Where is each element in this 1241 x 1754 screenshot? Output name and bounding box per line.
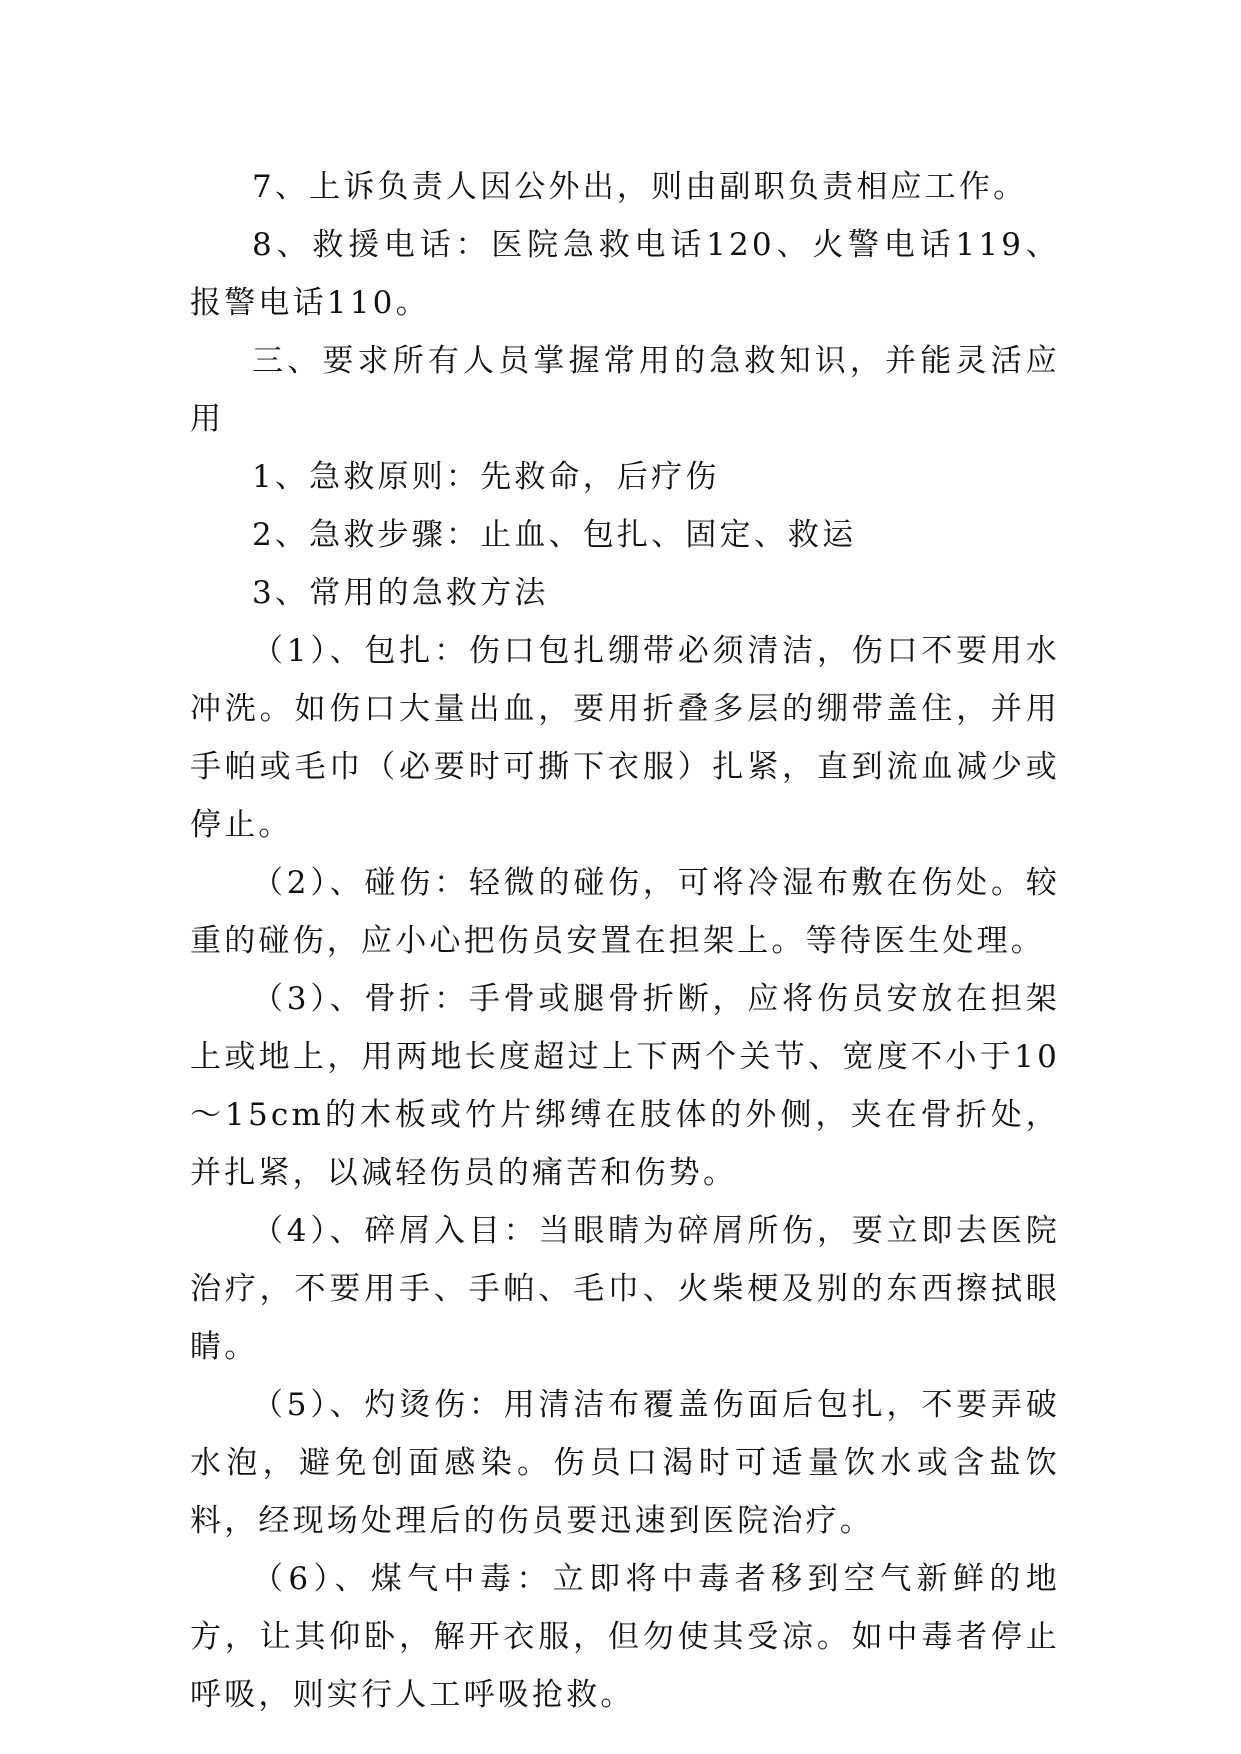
paragraph-first-aid-principle: 1、急救原则：先救命，后疗伤 — [252, 459, 720, 495]
paragraph-gas-poisoning: （6）、煤气中毒：立即将中毒者移到空气新鲜的地方，让其仰卧，解开衣服，但勿使其受凉。如中毒者停止呼吸，则实行人工呼吸抢救。 — [190, 1561, 1060, 1713]
paragraph-debris-in-eye: （4）、碎屑入目：当眼睛为碎屑所伤，要立即去医院治疗，不要用手、手帕、毛巾、火柴梗及别的东西擦拭眼睛。 — [190, 1213, 1060, 1365]
section-3-heading: 三、要求所有人员掌握常用的急救知识，并能灵活应用 — [190, 343, 1060, 437]
paragraph-7-responsible-absent: 7、上诉负责人因公外出，则由副职负责相应工作。 — [252, 169, 1028, 205]
paragraph-burns: （5）、灼烫伤：用清洁布覆盖伤面后包扎，不要弄破水泡，避免创面感染。伤员口渴时可适量饮水或含盐饮料，经现场处理后的伤员要迅速到医院治疗。 — [190, 1387, 1060, 1539]
paragraph-first-aid-steps: 2、急救步骤：止血、包扎、固定、救运 — [252, 517, 857, 553]
paragraph-8-emergency-phones: 8、救援电话：医院急救电话120、火警电话119、报警电话110。 — [190, 227, 1060, 321]
paragraph-first-aid-methods: 3、常用的急救方法 — [252, 575, 549, 611]
paragraph-fractures: （3）、骨折：手骨或腿骨折断，应将伤员安放在担架上或地上，用两地长度超过上下两个关节、宽度不小于10～15cm的木板或竹片绑缚在肢体的外侧，夹在骨折处，并扎紧，以减轻伤员的痛苦和伤势。 — [190, 981, 1060, 1191]
paragraph-bandaging: （1）、包扎：伤口包扎绷带必须清洁，伤口不要用水冲洗。如伤口大量出血，要用折叠多层的绷带盖住，并用手帕或毛巾（必要时可撕下衣服）扎紧，直到流血减少或停止。 — [190, 633, 1060, 843]
paragraph-bruises: （2）、碰伤：轻微的碰伤，可将冷湿布敷在伤处。较重的碰伤，应小心把伤员安置在担架上。等待医生处理。 — [190, 865, 1060, 959]
document-body — [190, 158, 1060, 1724]
